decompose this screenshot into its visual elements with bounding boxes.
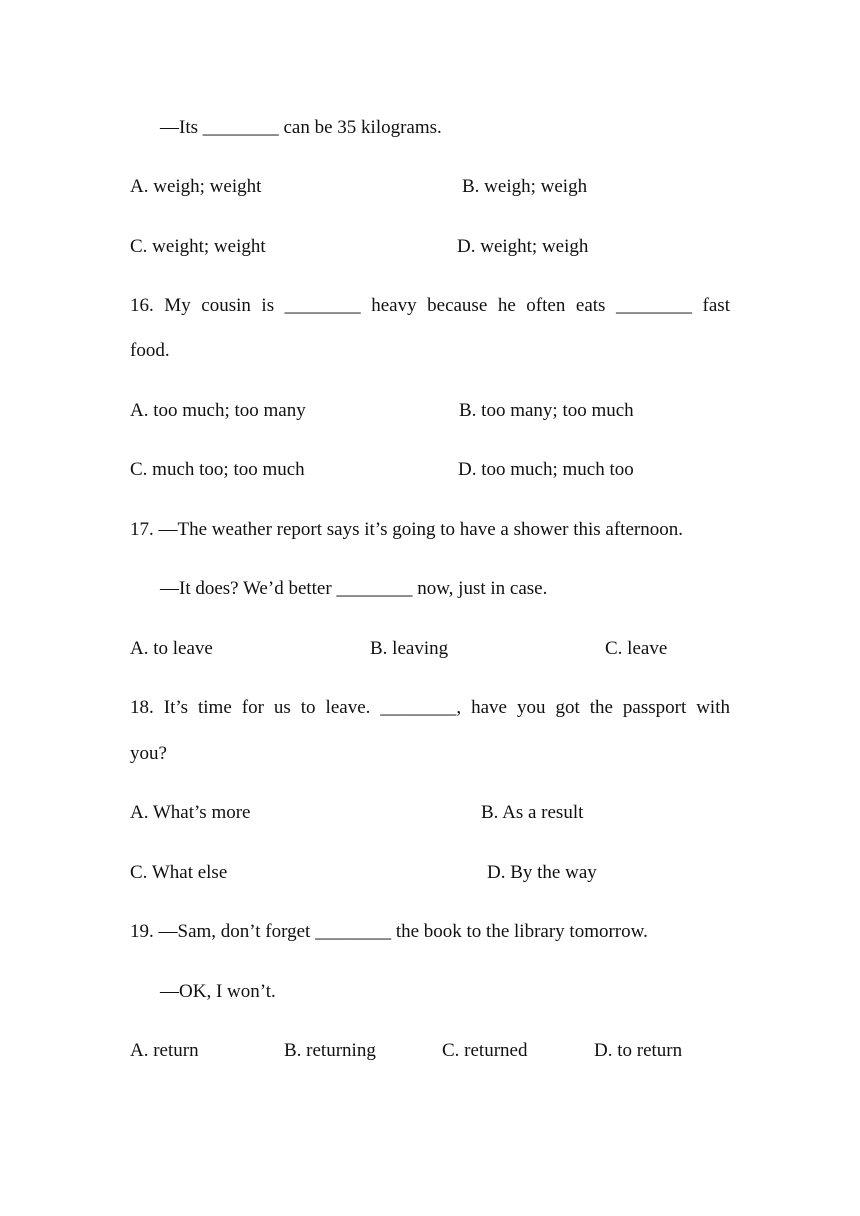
- q15-option-c: C. weight; weight: [130, 236, 266, 257]
- q17-stem: 17. —The weather report says it’s going to have a shower this afternoon.: [130, 519, 683, 540]
- q19-stem: 19. —Sam, don’t forget ________ the book to the library tomorrow.: [130, 921, 648, 942]
- q15-answer-line: —Its ________ can be 35 kilograms.: [160, 117, 442, 138]
- q17-option-b: B. leaving: [370, 638, 449, 659]
- q17-option-c: C. leave: [605, 638, 668, 659]
- q15-option-a: A. weigh; weight: [130, 176, 262, 197]
- q17-reply: —It does? We’d better ________ now, just in case.: [160, 578, 548, 599]
- q16-stem-line-2: food.: [130, 340, 170, 361]
- q16-option-c: C. much too; too much: [130, 459, 305, 480]
- q19-option-b: B. returning: [284, 1040, 376, 1061]
- q15-option-b: B. weigh; weigh: [462, 176, 588, 197]
- q16-option-d: D. too much; much too: [458, 459, 634, 480]
- q18-option-a: A. What’s more: [130, 802, 251, 823]
- q18-option-c: C. What else: [130, 862, 228, 883]
- q19-reply: —OK, I won’t.: [160, 981, 276, 1002]
- q16-option-b: B. too many; too much: [459, 400, 634, 421]
- q16-stem-line-1: 16. My cousin is ________ heavy because he often eats ________ fast: [130, 295, 730, 316]
- q19-option-c: C. returned: [442, 1040, 528, 1061]
- q18-stem-line-2: you?: [130, 743, 167, 764]
- q18-option-d: D. By the way: [487, 862, 597, 883]
- q19-option-a: A. return: [130, 1040, 199, 1061]
- q15-option-d: D. weight; weigh: [457, 236, 589, 257]
- q16-option-a: A. too much; too many: [130, 400, 306, 421]
- q18-option-b: B. As a result: [481, 802, 584, 823]
- q19-option-d: D. to return: [594, 1040, 683, 1061]
- q18-stem-line-1: 18. It’s time for us to leave. ________, have you got the passport with: [130, 697, 730, 718]
- q17-option-a: A. to leave: [130, 638, 213, 659]
